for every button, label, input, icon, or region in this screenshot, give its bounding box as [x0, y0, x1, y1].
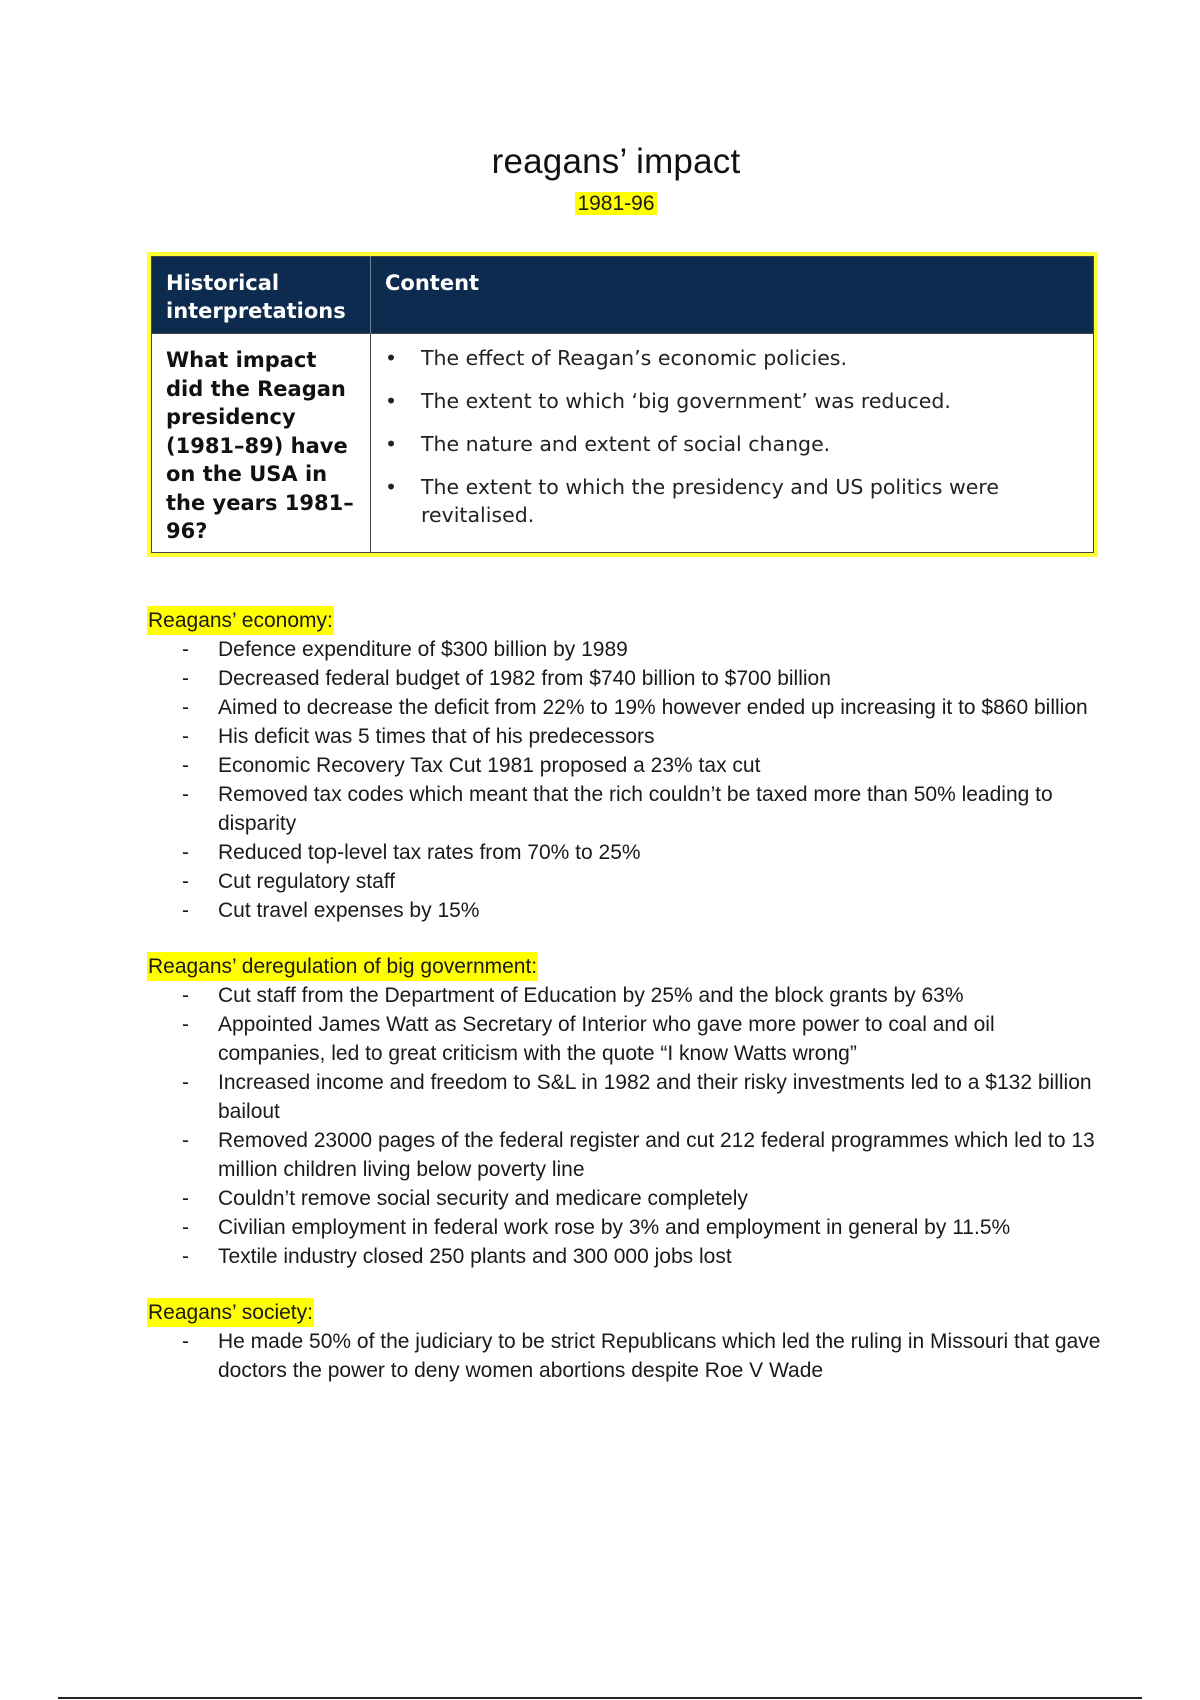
- list-item: [147, 1327, 1107, 1385]
- deregulation-list: [147, 981, 1107, 1271]
- content-bullet-text: The extent to which ‘big government’ was reduced.: [421, 389, 951, 413]
- list-item: [147, 693, 1107, 722]
- content-bullet: [381, 473, 1073, 529]
- dash-marker: -: [182, 667, 189, 690]
- bullet-marker: •: [385, 389, 398, 413]
- list-item: [147, 1213, 1107, 1242]
- section-heading-society: Reagans’ society:: [147, 1298, 314, 1327]
- list-item: [147, 981, 1107, 1010]
- dash-marker: -: [182, 1013, 189, 1036]
- list-item: [147, 896, 1107, 925]
- list-item-text: Aimed to decrease the deficit from 22% to 19% however ended up increasing it to $860 billion: [218, 696, 1088, 719]
- list-item-text: His deficit was 5 times that of his predecessors: [218, 725, 655, 748]
- list-item-text: Cut staff from the Department of Education by 25% and the block grants by 63%: [218, 984, 964, 1007]
- key-question: What impact did the Reagan presidency (1981–89) have on the USA in the years 1981–96?: [152, 334, 371, 553]
- dash-marker: -: [182, 638, 189, 661]
- list-item: [147, 1010, 1107, 1068]
- list-item-text: Cut travel expenses by 15%: [218, 899, 480, 922]
- summary-table-row: [152, 334, 1094, 553]
- list-item-text: Removed tax codes which meant that the rich couldn’t be taxed more than 50% leading to disparity: [218, 783, 1053, 835]
- list-item: [147, 1242, 1107, 1271]
- list-item: [147, 1184, 1107, 1213]
- list-item-text: Defence expenditure of $300 billion by 1989: [218, 638, 628, 661]
- page-subtitle-wrap: [0, 192, 1200, 216]
- list-item: [147, 635, 1107, 664]
- dash-marker: -: [182, 783, 189, 806]
- content-cell: [371, 334, 1094, 553]
- summary-table: [147, 252, 1098, 557]
- list-item: [147, 1068, 1107, 1126]
- dash-marker: -: [182, 984, 189, 1007]
- list-item-text: Reduced top-level tax rates from 70% to 25%: [218, 841, 641, 864]
- page-title: reagans’ impact: [491, 142, 741, 181]
- content-bullet: [381, 430, 1073, 458]
- content-bullet-text: The extent to which the presidency and US politics were revitalised.: [421, 475, 999, 527]
- list-item-text: Increased income and freedom to S&L in 1982 and their risky investments led to a $132 billion bailout: [218, 1071, 1092, 1123]
- list-item: [147, 780, 1107, 838]
- dash-marker: -: [182, 696, 189, 719]
- dash-marker: -: [182, 1330, 189, 1353]
- section-society: [147, 1298, 1107, 1385]
- bullet-marker: •: [385, 346, 398, 370]
- content-bullet: [381, 344, 1073, 372]
- summary-table-grid: [151, 256, 1094, 553]
- dash-marker: -: [182, 754, 189, 777]
- dash-marker: -: [182, 725, 189, 748]
- section-economy: [147, 606, 1107, 925]
- dash-marker: -: [182, 1245, 189, 1268]
- list-item-text: Removed 23000 pages of the federal register and cut 212 federal programmes which led to 13 million children living below poverty line: [218, 1129, 1095, 1181]
- list-item: [147, 838, 1107, 867]
- content-bullet: [381, 387, 1073, 415]
- section-heading-economy: Reagans’ economy:: [147, 606, 334, 635]
- notes-body: [147, 606, 1107, 1412]
- footer-rule: [58, 1697, 1142, 1699]
- dash-marker: -: [182, 870, 189, 893]
- list-item-text: Cut regulatory staff: [218, 870, 396, 893]
- dash-marker: -: [182, 1216, 189, 1239]
- list-item: [147, 867, 1107, 896]
- list-item-text: Civilian employment in federal work rose by 3% and employment in general by 11.5%: [218, 1216, 1011, 1239]
- list-item: [147, 751, 1107, 780]
- society-list: [147, 1327, 1107, 1385]
- list-item-text: Appointed James Watt as Secretary of Interior who gave more power to coal and oil companies, led to great criticism with the quote “I know Watts wrong”: [218, 1013, 995, 1065]
- list-item-text: He made 50% of the judiciary to be strict Republicans which led the ruling in Missouri that gave doctors the power to deny women abortions despite Roe V Wade: [218, 1330, 1101, 1382]
- page-subtitle: 1981-96: [577, 192, 655, 215]
- dash-marker: -: [182, 1071, 189, 1094]
- list-item: [147, 722, 1107, 751]
- bullet-marker: •: [385, 475, 398, 499]
- list-item-text: Decreased federal budget of 1982 from $740 billion to $700 billion: [218, 667, 831, 690]
- dash-marker: -: [182, 899, 189, 922]
- content-bullet-text: The nature and extent of social change.: [421, 432, 831, 456]
- section-heading-deregulation: Reagans’ deregulation of big government:: [147, 952, 538, 981]
- list-item: [147, 664, 1107, 693]
- summary-table-header-row: [152, 257, 1094, 334]
- content-bullet-list: [381, 344, 1073, 529]
- col-header-historical-interpretations: Historical interpretations: [152, 257, 371, 334]
- list-item-text: Couldn’t remove social security and medicare completely: [218, 1187, 748, 1210]
- dash-marker: -: [182, 841, 189, 864]
- dash-marker: -: [182, 1187, 189, 1210]
- dash-marker: -: [182, 1129, 189, 1152]
- content-bullet-text: The effect of Reagan’s economic policies.: [421, 346, 848, 370]
- section-deregulation: [147, 952, 1107, 1271]
- list-item-text: Textile industry closed 250 plants and 300 000 jobs lost: [218, 1245, 732, 1268]
- col-header-content: Content: [371, 257, 1094, 334]
- list-item-text: Economic Recovery Tax Cut 1981 proposed a 23% tax cut: [218, 754, 761, 777]
- bullet-marker: •: [385, 432, 398, 456]
- list-item: [147, 1126, 1107, 1184]
- economy-list: [147, 635, 1107, 925]
